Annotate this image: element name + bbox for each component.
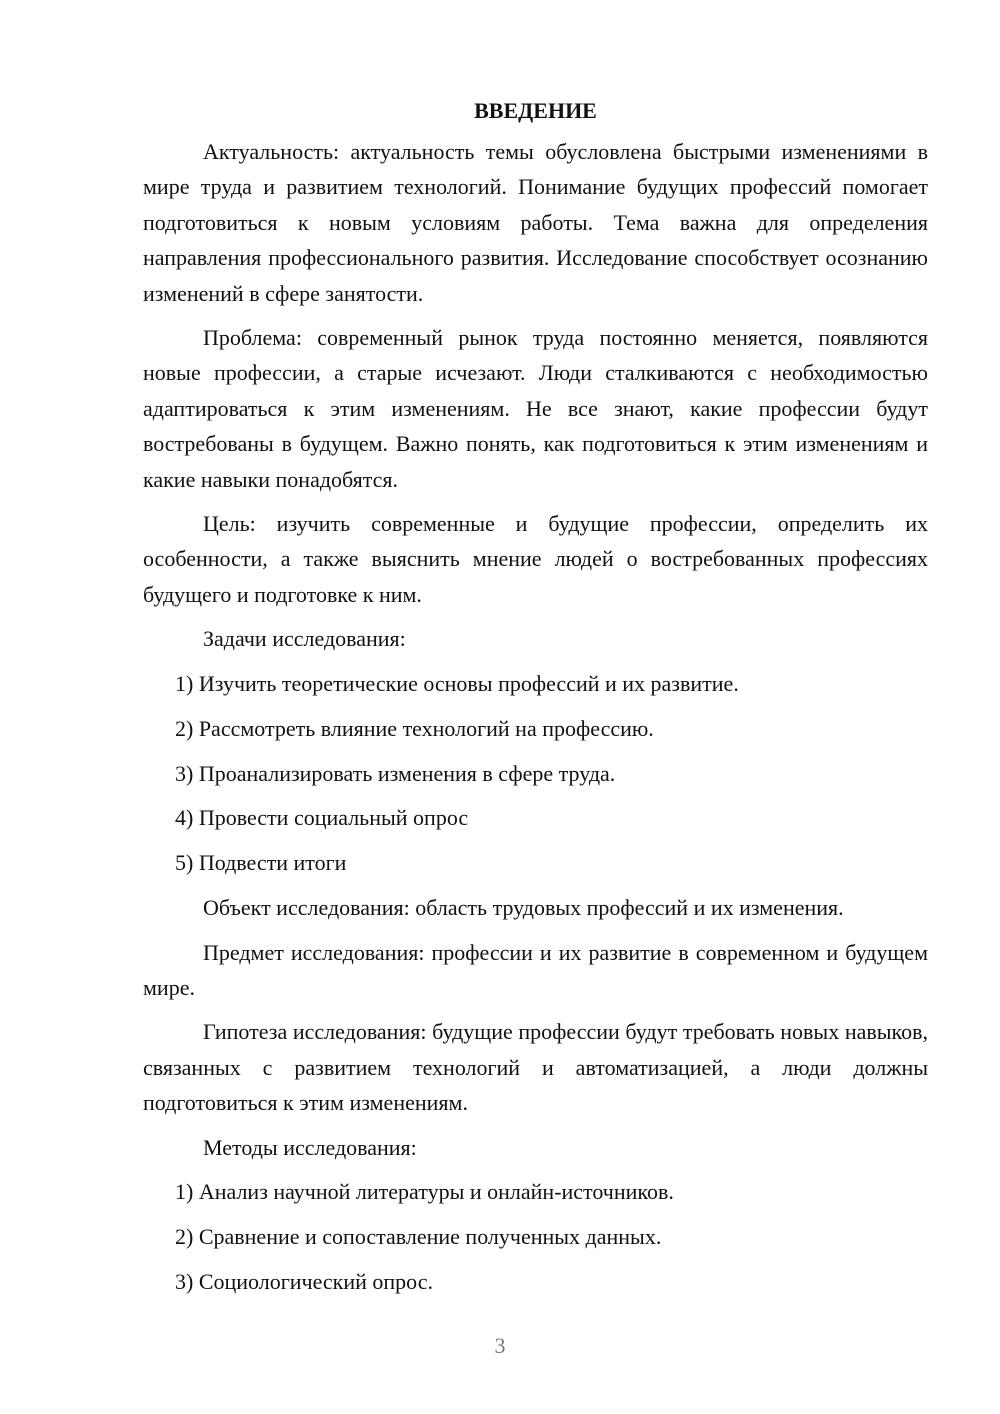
list-item: 1) Анализ научной литературы и онлайн-источников. bbox=[175, 1179, 674, 1205]
list-item: 1) Изучить теоретические основы профессий и их развитие. bbox=[175, 670, 739, 696]
document-page bbox=[143, 96, 928, 1309]
relevance-paragraph: Актуальность: актуальность темы обусловлена быстрыми изменениями в мире труда и развитием технологий. Понимание будущих профессий помогает подготовиться к новым условиям работы. Тема важна для определения направления профессионального развития. Исследование способствует осознанию изменений в сфере занятости. bbox=[143, 139, 928, 306]
page-title: ВВЕДЕНИЕ bbox=[474, 98, 597, 123]
object-paragraph: Объект исследования: область трудовых профессий и их изменения. bbox=[203, 895, 844, 921]
goal-paragraph: Цель: изучить современные и будущие профессии, определить их особенности, а также выяснить мнение людей о востребованных профессиях будущего и подготовке к ним. bbox=[143, 511, 928, 607]
list-item: 5) Подвести итоги bbox=[175, 850, 347, 876]
methods-heading: Методы исследования: bbox=[203, 1134, 417, 1160]
list-item: 3) Социологический опрос. bbox=[175, 1268, 433, 1294]
tasks-heading: Задачи исследования: bbox=[203, 626, 406, 652]
tasks-list bbox=[143, 666, 928, 881]
methods-list bbox=[143, 1174, 928, 1299]
list-item: 2) Рассмотреть влияние технологий на профессию. bbox=[175, 715, 654, 741]
subject-paragraph: Предмет исследования: профессии и их развитие в современном и будущем мире. bbox=[143, 939, 928, 1001]
page-number: 3 bbox=[494, 1333, 506, 1358]
list-item: 4) Провести социальный опрос bbox=[175, 805, 469, 831]
problem-paragraph: Проблема: современный рынок труда постоянно меняется, появляются новые профессии, а старые исчезают. Люди сталкиваются с необходимостью адаптироваться к этим изменениям. Не все знают, какие профессии будут востребованы в будущем. Важно понять, как подготовиться к этим изменениям и какие навыки понадобятся. bbox=[143, 325, 928, 492]
list-item: 3) Проанализировать изменения в сфере труда. bbox=[175, 760, 616, 786]
list-item: 2) Сравнение и сопоставление полученных данных. bbox=[175, 1223, 662, 1249]
hypothesis-paragraph: Гипотеза исследования: будущие профессии будут требовать новых навыков, связанных с развитием технологий и автоматизацией, а люди должны подготовиться к этим изменениям. bbox=[143, 1019, 928, 1116]
